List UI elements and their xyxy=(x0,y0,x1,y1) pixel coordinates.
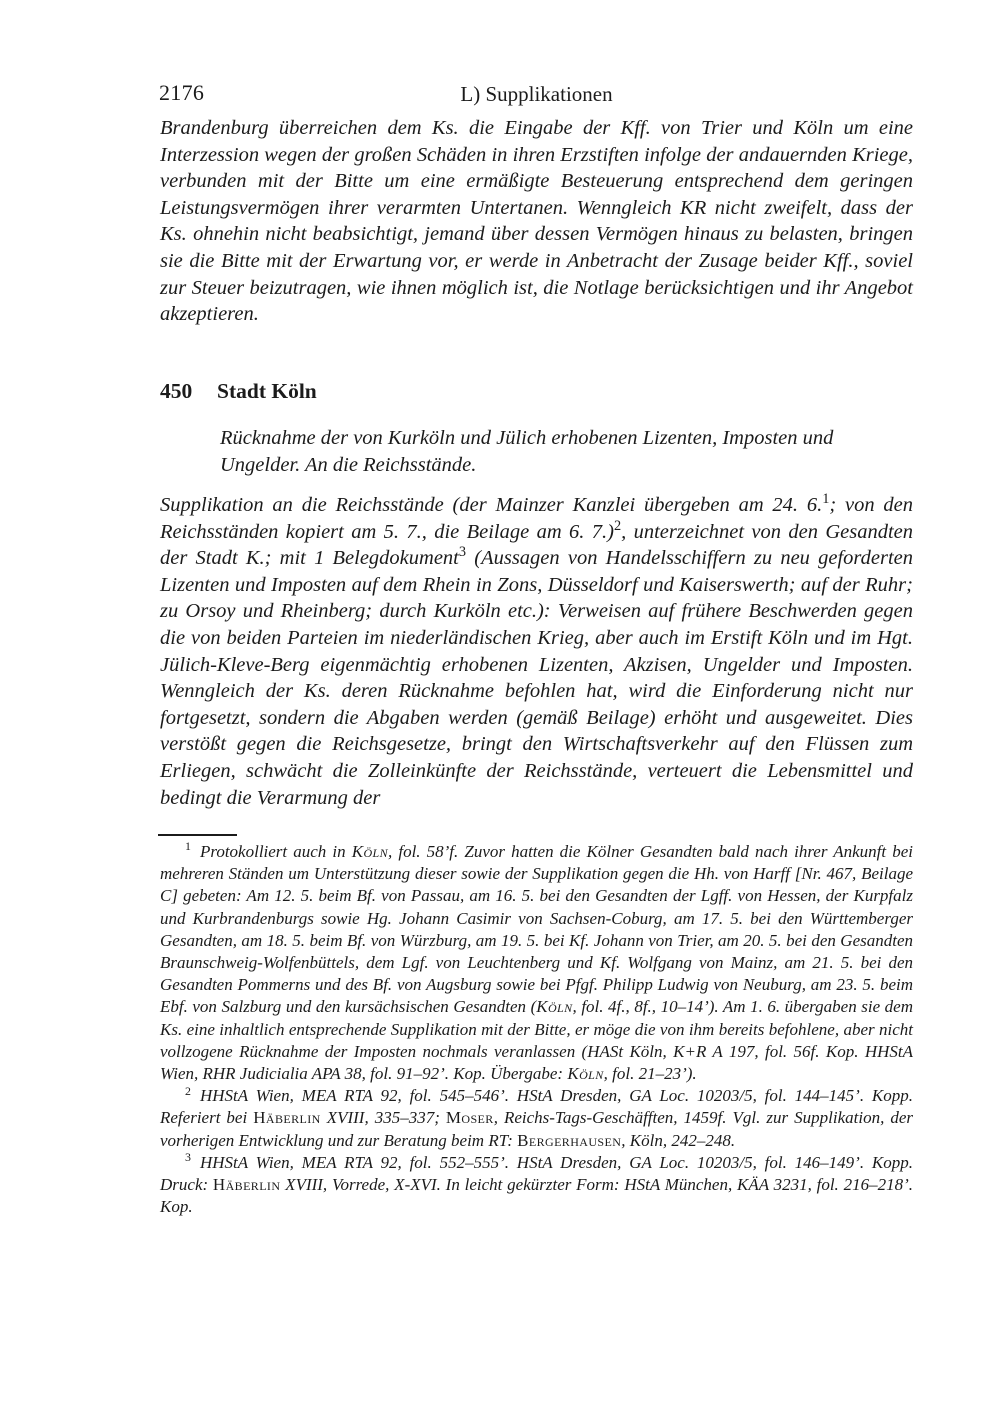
entry-subtitle: Rücknahme der von Kurköln und Jülich erhobenen Lizenten, Imposten und Ungelder. An die Reichsstände. xyxy=(220,427,834,476)
footnote-2 xyxy=(160,1085,913,1152)
entry-title: Stadt Köln xyxy=(217,379,317,403)
footnote-separator-rule xyxy=(158,834,237,836)
running-head: L) Supplikationen xyxy=(460,82,613,106)
footnote-2-text: HHStA Wien, MEA RTA 92, fol. 545–546’. HStA Dresden, GA Loc. 10203/5, fol. 144–145’. Kopp. Referiert bei Häberlin XVIII, 335–337; Moser, Reichs-Tags-Geschäfften, 1459f. Vgl. zur Supplikation, der vorherigen Entwicklung und zur Beratung beim RT: Bergerhausen, Köln, 242–248. xyxy=(160,1086,913,1150)
entry-body-paragraph: Supplikation an die Reichsstände (der Mainzer Kanzlei übergeben am 24. 6.$^1$; von den Reichsständen kopiert am 5. 7., die Beilage am 6. 7.)$^2$, unterzeichnet von den Gesandten der Stadt K.; mit 1 Belegdokument$^3$ (Aussagen von Handelsschiffern zu neu geforderten Lizenten und Imposten auf dem Rhein in Zons, Düsseldorf und Kaiserswerth; auf der Ruhr; zu Orsoy und Rheinberg; durch Kurköln etc.): Verweisen auf frühere Beschwerden gegen die von beiden Parteien im niederländischen Krieg, aber auch im Erstift Köln und im Hgt. Jülich-Kleve-Berg eigenmächtig erhobenen Lizenten, Akzisen, Ungelder und Imposten. Wenngleich der Ks. deren Rücknahme befohlen hat, wird die Einforderung nicht nur fortgesetzt, sondern die Abgaben werden (gemäß Beilage) erhöht und ausgeweitet. Dies verstößt gegen die Reichsgesetze, bringt den Wirtschaftsverkehr auf den Flüssen zum Erliegen, schwächt die Zolleinkünfte der Reichsstände, verteuert die Lebensmittel und bedingt die Verarmung der xyxy=(160,491,914,809)
footnote-block xyxy=(160,841,913,1218)
footnote-1-marker: 1 xyxy=(185,839,191,854)
footnote-1 xyxy=(160,841,913,1085)
footnote-2-marker: 2 xyxy=(185,1083,191,1098)
intro-paragraph: Brandenburg überreichen dem Ks. die Eingabe der Kff. von Trier und Köln um eine Interzession wegen der großen Schäden in ihren Erzstiften infolge der andauernden Kriege, verbunden mit der Bitte um eine ermäßigte Besteuerung entsprechend dem geringen Leistungsvermögen ihrer verarmten Untertanen. Wenngleich KR nicht zweifelt, dass der Ks. ohnehin nicht beabsichtigt, jemand über dessen Vermögen hinaus zu belasten, bringen sie die Bitte mit der Erwartung vor, er werde in Anbetracht der Zusage beider Kff., soviel zur Steuer beizutragen, wie ihnen möglich ist, die Notlage berücksichtigen und ihr Angebot akzeptieren. xyxy=(160,117,913,326)
entry-number: 450 xyxy=(160,379,193,403)
entry-heading xyxy=(160,379,913,404)
footnote-3-marker: 3 xyxy=(185,1150,191,1165)
footnote-3-text: HHStA Wien, MEA RTA 92, fol. 552–555’. HStA Dresden, GA Loc. 10203/5, fol. 146–149’. Kopp. Druck: Häberlin XVIII, Vorrede, X-XVI. In leicht gekürzter Form: HStA München, KÄA 3231, fol. 216–218’. Kop. xyxy=(160,1152,913,1217)
footnote-3 xyxy=(160,1152,913,1219)
footnote-1-text: Protokolliert auch in Köln, fol. 58’f. Zuvor hatten die Kölner Gesandten bald nach ihrer Ankunft bei mehreren Ständen um Unterstützung dieser sowie der Supplikation gegen die Hh. von Harff [Nr. 467, Beilage C] gebeten: Am 12. 5. beim Bf. von Passau, am 16. 5. bei den Gesandten der Lgff. von Hessen, der Kurpfalz und Kurbrandenburgs sowie Hg. Johann Casimir von Sachsen-Coburg, am 17. 5. bei den Württemberger Gesandten, am 18. 5. beim Bf. von Würzburg, am 19. 5. bei Kf. Johann von Trier, am 20. 5. bei den Gesandten Braunschweig-Wolfenbüttels, dem Lgf. von Leuchtenberg und Kf. Wolfgang von Mainz, am 21. 5. bei den Gesandten Pommerns und des Bf. von Augsburg sowie bei Pfgf. Philipp Ludwig von Neuburg, am 23. 5. beim Ebf. von Salzburg und den kursächsischen Gesandten (Köln, fol. 4f., 8f., 10–14’). Am 1. 6. übergaben sie dem Ks. eine inhaltlich entsprechende Supplikation mit der Bitte, er möge die von ihm bereits befohlene, aber nicht vollzogene Rücknahme der Imposten nochmals veranlassen (HASt Köln, K+R A 197, fol. 56f. Kop. HHStA Wien, RHR Judicialia APA 38, fol. 91–92’. Kop. Übergabe: Köln, fol. 21–23’). xyxy=(160,842,913,1084)
page-number: 2176 xyxy=(159,80,205,105)
